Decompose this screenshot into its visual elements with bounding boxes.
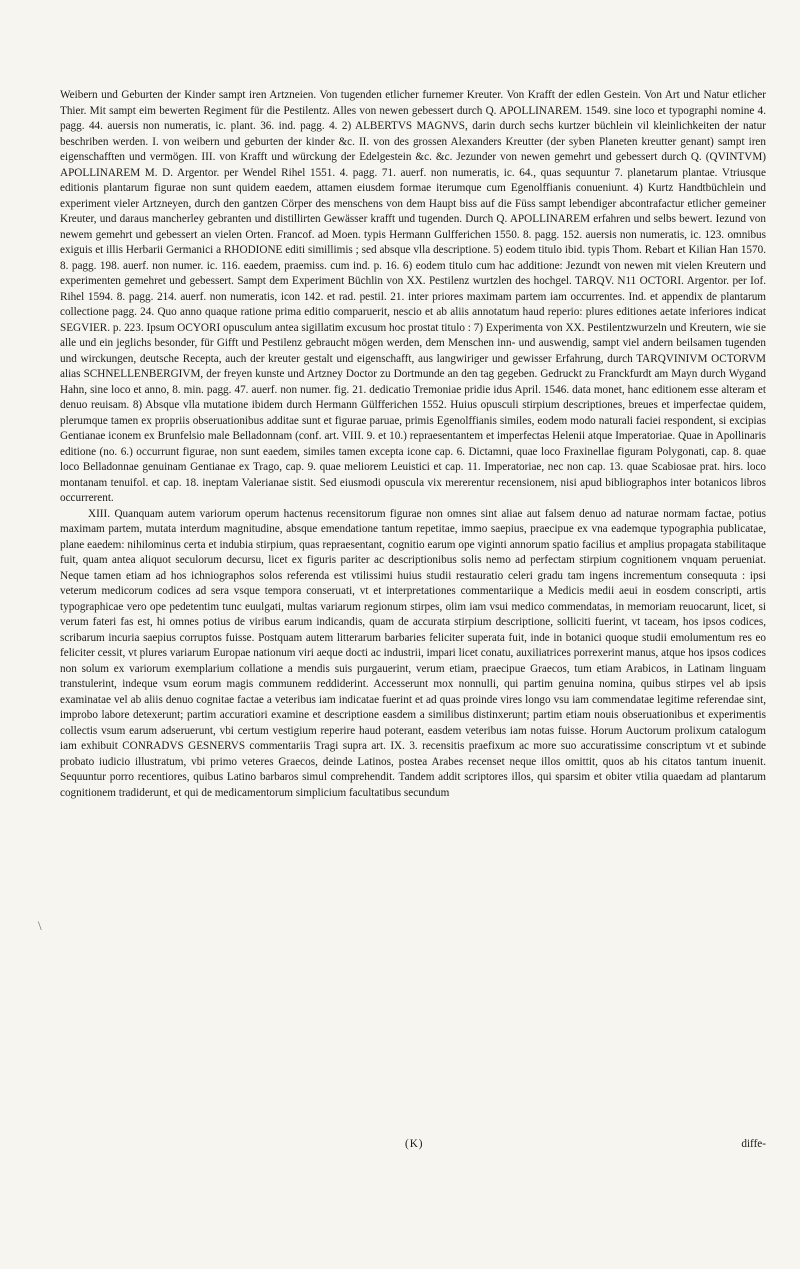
- catchword: diffe-: [741, 1138, 766, 1150]
- signature-mark: (K): [405, 1138, 424, 1150]
- paragraph-section-xiii: XIII. Quanquam autem variorum operum hactenus recensitorum figurae non omnes sint aliae aut falsem denuo ad naturae normam factae, potius maximam partem, mutata interdum magnitudine, absque emendatione tantum repetitae, immo saepius, praecipue ex vna eademque typographia publicatae, plane eaedem: nihilominus certa et indubia stirpium, quas repraesentant, cognitio earum ope viginti annorum spatio facilius et amplius propagata stabilitaque fuit, quam antea aliquot seculorum decursu, licet ex figuris pariter ac descriptionibus solis nemo ad perfectam stirpium cognitionem vnquam perueniat. Neque tamen etiam ad hos ichniographos solos referenda est vtilissimi huius studii restauratio celeri gradu tam ingens incrementum consequuta : ipsi veterum medicorum codices ad sera vsque tempora conseruati, vt et interpretationes commentariique a Medicis medii aeui in eosdem conscripti, artis typographicae vero ope pedetentim tunc euulgati, multas variarum regionum stirpes, olim iam vsui medico commendatas, in memoriam reuocarunt, licet, si verum fateri fas est, hi omnes potius de viribus earum indicandis, quam de accurata stirpium descriptione, solliciti fuerint, vt taceam, hos ipsos codices, scribarum incuria saepius corruptos fuisse. Postquam autem litterarum barbaries feliciter superata fuit, inde in botanici quoque studii emolumentum res eo feliciter cessit, vt plures variarum Europae nationum viri aeque docti ac industrii, impari licet conatu, auxiliatrices porrexerint manus, atque hos ipsos codices non solum ex variorum exemplarium collatione a mendis suis purgauerint, verum etiam, praecipue Graecos, tum etiam Arabicos, in Latinam linguam transtulerint, indeque vsum eorum magis communem reddiderint. Accesserunt mox nonnulli, qui partim genuina nomina, quibus stirpes vel ab ipsis examinatae vel ab aliis denuo cognitae factae a veteribus iam indicatae fuerint et ad quas proinde vires longo vsu iam commendatae legitime referendae sint, improbo labore detexerunt; partim accuratiori examine et descriptione easdem a similibus distinxerunt; partim etiam nouis obseruationibus et experimentis collectis vsum earum adseruerunt, vbi certum vestigium reperire haud poterant, easdem veteribus iam notas fuisse. Horum Auctorum prolixum catalogum iam exhibuit CONRADVS GESNERVS commentariis Tragi supra art. IX. 3. recensitis praefixum ac more suo accuratissime conscriptum vt et subinde probato iudicio illustratum, vbi primo veteres Graecos, deinde Latinos, postea Arabes recenset neque illos omittit, quos ab his citatos tantum inuenit. Sequuntur porro recentiores, quibus Latino barbaros simul comprehendit. Tandem addit scriptores illos, qui sparsim et obiter vtilia quaedam ad plantarum cognitionem tradiderunt, et qui de medicamentorum simplicium facultatibus secundum: [60, 507, 766, 799]
- margin-mark: \: [38, 918, 42, 933]
- page-body: [60, 88, 766, 801]
- paragraph-bibliography: Weibern und Geburten der Kinder sampt iren Artzneien. Von tugenden etlicher furnemer Kreuter. Von Krafft der edlen Gestein. Von Art und Natur etlicher Thier. Mit sampt eim bewerten Regiment für die Pestilentz. Alles von newen gebessert durch Q. APOLLINAREM. 1549. sine loco et typographi nomine 4. pagg. 44. auersis non numeratis, ic. plant. 36. ind. pagg. 4. 2) ALBERTVS MAGNVS, darin durch sechs kurtzer büchlein vil kleinlichkeiten der natur beschriben werden. I. von weibern und geburten der kinder &c. II. von des grossen Alexanders Kreutter (der syben Planeten kreutter genant) sampt iren eigenschafften und vermögen. III. von Krafft und würckung der Edelgestein &c. &c. Jezunder von newen gemehrt und gebessert durch Q. (QVINTVM) APOLLINAREM M. D. Argentor. per Wendel Rihel 1551. 4. pagg. 71. auerf. non numeratis, ic. 64., quas sequuntur 7. planetarum plantae. Vtriusque editionis plantarum figurae non sunt quidem eaedem, attamen eiusdem formae iterumque cum Egenolffianis conueniunt. 4) Kurtz Handtbüchlein und experiment vieler Artzneyen, durch den gantzen Cörper des menschens von dem Haupt biss auf die Füss sampt lebendiger abcontrafactur etlicher gemeiner Kreuter, und daraus mancherley gebranten und distillirten Gewässer krafft und tugenden. Durch Q. APOLLINAREM erfahren und selbs bewert. Iezund von newem gemehrt und gebessert an vielen Orten. Francof. ad Moen. typis Hermann Gulfferichen 1550. 8. pagg. 152. auersis non numeratis, ic. 123. omnibus exiguis et illis Herbarii Germanici a RHODIONE editi simillimis ; sed absque vlla descriptione. 5) eodem titulo ibid. typis Thom. Rebart et Kilian Han 1570. 8. pagg. 198. auerf. non numer. ic. 116. eaedem, praemiss. cum ind. p. 16. 6) eodem titulo cum hac additione: Jezundt von newen mit vielen Kreutern und experimenten gemehret und gebessert. Sampt dem Experiment Büchlin von XX. Pestilenz wurtzlen des hochgel. TARQV. N11 OCTORI. Argentor. per Iof. Rihel 1594. 8. pagg. 214. auerf. non numeratis, icon 142. et rad. pestil. 21. inter priores maximam partem iam occurrentes. Ind. et appendix de plantarum collectione pagg. 24. Quo anno quaque ratione prima editio comparuerit, nescio et ab aliis annotatum haud reperio: plures editiones aetate inferiores indicat SEGVIER. p. 223. Ipsum OCYORI opusculum antea sigillatim excusum hoc prostat titulo : 7) Experimenta von XX. Pestilentzwurzeln und Kreutern, wie sie alle und ein jeglichs besonder, für Gifft und Pestilenz gebraucht mögen werden, dem Menschen inn- und auswendig, sampt viel andern beilsamen tugenden und wirckungen, deutsche Recepta, auch der kreuter gestalt und eigenschafft, aus langwiriger und gewisser Erfahrung, durch TARQVINIVM OCTORVM alias SCHNELLENBERGIVM, der freyen kunste und Artzney Doctor zu Dortmunde an den tag gegeben. Gedruckt zu Franckfurdt am Mayn durch Wygand Hahn, sine loco et anno, 8. min. pagg. 47. auerf. non numer. fig. 21. dedicatio Tremoniae pridie idus April. 1546. data monet, hanc editionem esse alteram et denuo reuisam. 8) Absque vlla mutatione ibidem durch Hermann Gülfferichen 1552. Huius opusculi stirpium descriptiones, breues et imperfectae quidem, plerumque tamen ex propriis obseruationibus additae sunt et figurae paruae, primis Egenolffianis similes, eodem modo naturali faciei respondent, si excipias Gentianae iconem ex Brunfelsio male Belladonnam (conf. art. VIII. 9. et 10.) repraesentantem et imperfectas Helenii atque Imperatoriae. Quae in Apollinaris editione (no. 6.) occurrunt figurae, non sunt eaedem, similes tamen excepta icone cap. 6. Dictamni, quae loco Fraxinellae figuram Polygonati, cap. 8. quae loco Belladonnae genuinam Gentianae ex Trago, cap. 9. quae meliorem Leuistici et cap. 11. Imperatoriae, nec non cap. 13. quae Scabiosae prat. hirs. loco montanam tenuifol. et cap. 18. ineptam Valerianae sistit. Sed eiusmodi opuscula vix mererentur recensionem, nisi apud bibliographos inter botanicos libros occurrerent.: [60, 89, 766, 504]
- page-footer: [60, 1138, 766, 1156]
